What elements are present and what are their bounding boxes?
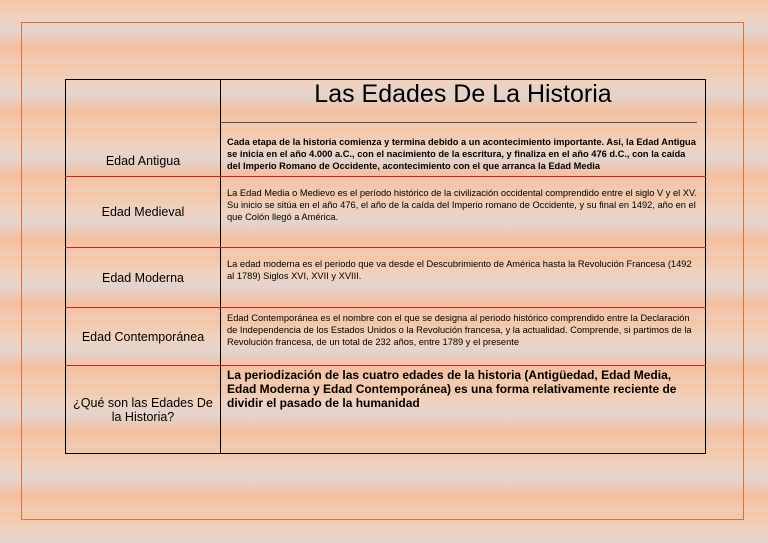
table-row xyxy=(66,248,706,308)
era-label: Edad Medieval xyxy=(101,205,185,219)
era-description: La Edad Media o Medievo es el período histórico de la civilización occidental comprendido entre el siglo V y el XV. Su inicio se sitúa en el año 476, el año de la caída del Imperio romano de Occidente, y su final en 1492, año en el que Colón llegó a América. xyxy=(227,188,697,222)
table-row xyxy=(66,308,706,366)
era-description: Edad Contemporánea es el nombre con el que se designa al periodo histórico comprendido entre la Declaración de Independencia de los Estados Unidos o la Revolución francesa, y la actualidad. Comprende, si partimos de la Revolución francesa, de un total de 232 años, entre 1789 y el presente xyxy=(227,313,692,347)
era-description: La periodización de las cuatro edades de la historia (Antigüedad, Edad Media, Edad Moderna y Edad Contemporánea) es una forma relativamente reciente de dividir el pasado de la humanidad xyxy=(227,368,677,410)
era-description: La edad moderna es el periodo que va desde el Descubrimiento de América hasta la Revolución Francesa (1492 al 1789) Siglos XVI, XVII y XVIII. xyxy=(227,259,692,281)
era-label: Edad Antigua xyxy=(105,153,181,168)
table-row xyxy=(66,366,706,454)
title-cell xyxy=(221,80,706,126)
title-empty-cell xyxy=(66,80,221,126)
era-label: ¿Qué son las Edades De la Historia? xyxy=(73,395,213,424)
table-row xyxy=(66,177,706,248)
title-divider xyxy=(221,122,697,123)
era-label: Edad Contemporánea xyxy=(81,329,205,344)
era-label: Edad Moderna xyxy=(101,270,184,285)
page-title: Las Edades De La Historia xyxy=(314,80,612,108)
era-description: Cada etapa de la historia comienza y termina debido a un acontecimiento importante. Así, la Edad Antigua se inicia en el año 4.000 a.C., con el nacimiento de la escritura, y finaliza en el año 476 d.C., con la caída del Imperio Romano de Occidente, acontecimiento con el que arranca la Edad Media xyxy=(227,136,696,171)
history-table xyxy=(65,79,706,454)
table-row xyxy=(66,126,706,177)
title-row xyxy=(66,80,706,126)
